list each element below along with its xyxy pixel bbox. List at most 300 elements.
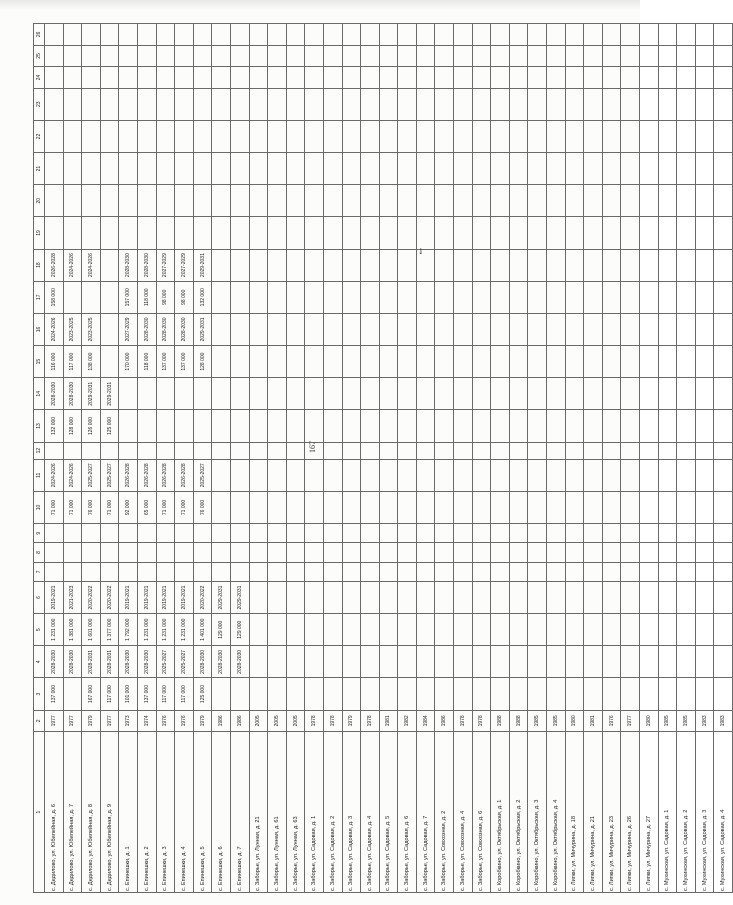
table-cell xyxy=(640,281,659,313)
table-cell xyxy=(584,67,603,88)
table-cell xyxy=(249,459,268,491)
table-cell xyxy=(156,524,175,543)
table-cell xyxy=(565,678,584,710)
table-cell: 1984 xyxy=(416,710,435,731)
table-cell xyxy=(416,88,435,120)
table-cell xyxy=(379,313,398,345)
table-row xyxy=(230,24,249,893)
table-cell xyxy=(416,614,435,646)
table-cell: 2028-2030 xyxy=(193,646,212,678)
address-cell: с. Липки, ул. Мичурина, д. 27 xyxy=(640,732,659,893)
table-cell: 1985 xyxy=(658,710,677,731)
table-cell xyxy=(491,217,510,249)
table-cell xyxy=(230,281,249,313)
address-cell: с. Епинешки, д. 3 xyxy=(156,732,175,893)
table-cell xyxy=(119,562,138,581)
table-cell xyxy=(509,88,528,120)
table-cell xyxy=(509,459,528,491)
table-cell xyxy=(212,346,231,378)
address-cell: с. Заборье, ул. Совхозная, д. 6 xyxy=(472,732,491,893)
table-cell xyxy=(286,281,305,313)
table-cell: 2024-2026 xyxy=(63,459,82,491)
table-cell xyxy=(212,313,231,345)
address-cell: с. Мухинская, ул. Садовая, д. 4 xyxy=(714,732,733,893)
table-cell xyxy=(230,378,249,410)
table-cell xyxy=(416,281,435,313)
column-number-header: 2 xyxy=(34,710,45,731)
table-row xyxy=(212,24,231,893)
table-cell xyxy=(547,614,566,646)
table-cell xyxy=(379,491,398,523)
table-cell xyxy=(361,249,380,281)
table-row xyxy=(454,24,473,893)
table-cell xyxy=(286,442,305,459)
table-cell xyxy=(621,24,640,46)
table-cell xyxy=(472,614,491,646)
table-row xyxy=(528,24,547,893)
table-cell xyxy=(416,346,435,378)
table-cell xyxy=(640,524,659,543)
table-cell xyxy=(286,313,305,345)
table-cell xyxy=(602,24,621,46)
table-cell xyxy=(137,24,156,46)
table-cell xyxy=(137,185,156,217)
table-cell: 2028-2030 xyxy=(230,646,249,678)
table-cell: 2028-2030 xyxy=(119,646,138,678)
table-cell xyxy=(416,185,435,217)
table-cell xyxy=(584,185,603,217)
table-cell xyxy=(230,459,249,491)
table-cell xyxy=(435,153,454,185)
table-cell xyxy=(268,120,287,152)
table-cell xyxy=(323,491,342,523)
table-cell xyxy=(602,562,621,581)
table-cell xyxy=(435,678,454,710)
table-cell xyxy=(193,410,212,442)
table-cell xyxy=(621,562,640,581)
table-cell: 2027-2029 xyxy=(175,249,194,281)
table-cell xyxy=(416,581,435,613)
table-cell xyxy=(175,24,194,46)
table-cell xyxy=(677,249,696,281)
table-cell xyxy=(435,524,454,543)
column-number-header: 23 xyxy=(34,88,45,120)
table-cell xyxy=(342,491,361,523)
table-cell xyxy=(286,88,305,120)
table-cell xyxy=(45,67,64,88)
table-cell xyxy=(193,67,212,88)
table-cell xyxy=(714,491,733,523)
table-cell: 2025-2027 xyxy=(156,646,175,678)
table-cell xyxy=(695,646,714,678)
table-cell xyxy=(268,24,287,46)
table-cell xyxy=(472,346,491,378)
table-cell xyxy=(472,646,491,678)
table-cell xyxy=(398,217,417,249)
table-cell xyxy=(230,67,249,88)
table-cell xyxy=(621,524,640,543)
table-cell xyxy=(695,185,714,217)
table-cell xyxy=(509,217,528,249)
table-cell xyxy=(249,185,268,217)
table-cell xyxy=(528,562,547,581)
table-cell xyxy=(249,646,268,678)
table-cell: 137 000 xyxy=(45,678,64,710)
table-cell: 1981 xyxy=(584,710,603,731)
table-cell xyxy=(137,562,156,581)
table-cell xyxy=(82,24,101,46)
table-cell xyxy=(305,24,324,46)
table-cell xyxy=(156,120,175,152)
table-cell xyxy=(156,88,175,120)
table-cell xyxy=(640,88,659,120)
table-cell xyxy=(361,581,380,613)
table-cell xyxy=(379,346,398,378)
table-cell xyxy=(119,45,138,66)
table-cell: 1988 xyxy=(491,710,510,731)
table-cell xyxy=(677,562,696,581)
column-number-header: 12 xyxy=(34,442,45,459)
table-cell: 2028-2030 xyxy=(137,646,156,678)
table-cell xyxy=(528,153,547,185)
table-cell xyxy=(82,217,101,249)
table-cell xyxy=(230,543,249,562)
table-cell xyxy=(584,378,603,410)
table-cell xyxy=(268,614,287,646)
table-cell xyxy=(584,249,603,281)
table-cell xyxy=(286,543,305,562)
table-cell xyxy=(379,45,398,66)
table-cell: 71 000 xyxy=(63,491,82,523)
table-cell xyxy=(547,524,566,543)
table-cell: 98 000 xyxy=(156,281,175,313)
table-cell xyxy=(361,120,380,152)
table-cell xyxy=(286,346,305,378)
column-number-header: 25 xyxy=(34,45,45,66)
table-cell xyxy=(491,281,510,313)
table-cell: 2019-2021 xyxy=(175,581,194,613)
column-number-header: 20 xyxy=(34,185,45,217)
table-cell xyxy=(695,88,714,120)
table-cell xyxy=(472,120,491,152)
table-cell xyxy=(677,410,696,442)
table-cell xyxy=(491,120,510,152)
table-cell xyxy=(342,217,361,249)
table-cell xyxy=(472,459,491,491)
table-cell xyxy=(361,646,380,678)
table-row xyxy=(342,24,361,893)
table-cell xyxy=(695,581,714,613)
table-cell xyxy=(230,185,249,217)
table-cell xyxy=(695,249,714,281)
table-cell xyxy=(472,249,491,281)
table-cell xyxy=(602,120,621,152)
table-cell xyxy=(230,45,249,66)
table-cell xyxy=(175,153,194,185)
table-cell xyxy=(100,346,119,378)
table-cell: 1979 xyxy=(82,710,101,731)
table-cell xyxy=(100,88,119,120)
table-row xyxy=(82,24,101,893)
table-cell xyxy=(379,646,398,678)
table-cell xyxy=(175,185,194,217)
table-cell: 1976 xyxy=(602,710,621,731)
table-cell xyxy=(416,120,435,152)
table-cell xyxy=(193,442,212,459)
table-cell xyxy=(584,88,603,120)
table-cell xyxy=(230,88,249,120)
table-cell xyxy=(621,442,640,459)
table-cell xyxy=(714,313,733,345)
table-cell xyxy=(119,543,138,562)
table-cell xyxy=(398,562,417,581)
pen-mark: ✓ xyxy=(415,245,428,259)
table-cell xyxy=(286,249,305,281)
table-cell xyxy=(416,217,435,249)
table-cell: 2020-2022 xyxy=(193,581,212,613)
column-number-header: 3 xyxy=(34,678,45,710)
table-cell: 71 000 xyxy=(45,491,64,523)
table-cell xyxy=(416,562,435,581)
table-cell xyxy=(305,249,324,281)
table-cell xyxy=(602,459,621,491)
table-cell xyxy=(677,646,696,678)
table-cell xyxy=(156,562,175,581)
table-cell xyxy=(286,120,305,152)
table-cell xyxy=(658,562,677,581)
table-cell: 167 000 xyxy=(82,678,101,710)
table-cell xyxy=(63,281,82,313)
column-number-header: 24 xyxy=(34,67,45,88)
table-cell xyxy=(305,442,324,459)
table-cell xyxy=(491,442,510,459)
table-cell xyxy=(45,543,64,562)
table-cell: 1978 xyxy=(361,710,380,731)
table-cell xyxy=(323,45,342,66)
table-cell xyxy=(63,88,82,120)
table-cell xyxy=(398,646,417,678)
table-cell xyxy=(230,249,249,281)
table-cell xyxy=(82,281,101,313)
table-cell: 1 377 000 xyxy=(100,614,119,646)
table-cell xyxy=(584,313,603,345)
table-cell xyxy=(398,45,417,66)
repair-schedule-table xyxy=(33,23,733,893)
table-cell xyxy=(714,614,733,646)
address-cell: с. Заборье, ул. Лунная, д. 63 xyxy=(286,732,305,893)
table-cell xyxy=(416,678,435,710)
table-cell xyxy=(100,442,119,459)
table-cell xyxy=(640,378,659,410)
table-cell: 2020-2022 xyxy=(100,581,119,613)
table-cell xyxy=(528,45,547,66)
table-cell xyxy=(547,67,566,88)
table-cell xyxy=(454,646,473,678)
address-cell: с. Епинешки, д. 1 xyxy=(119,732,138,893)
table-cell xyxy=(454,185,473,217)
table-cell xyxy=(100,67,119,88)
table-cell xyxy=(361,410,380,442)
table-cell xyxy=(156,185,175,217)
table-cell xyxy=(695,459,714,491)
table-cell xyxy=(416,153,435,185)
table-cell xyxy=(193,378,212,410)
table-cell: 2028-2030 xyxy=(63,378,82,410)
table-cell xyxy=(565,281,584,313)
table-cell xyxy=(286,24,305,46)
table-cell: 2026-2028 xyxy=(45,249,64,281)
table-cell xyxy=(398,581,417,613)
table-cell xyxy=(472,410,491,442)
table-cell xyxy=(547,153,566,185)
table-cell xyxy=(658,24,677,46)
table-cell: 138 000 xyxy=(82,346,101,378)
table-cell xyxy=(547,459,566,491)
table-cell xyxy=(379,88,398,120)
table-cell xyxy=(137,410,156,442)
table-cell xyxy=(547,543,566,562)
table-cell xyxy=(175,524,194,543)
table-cell xyxy=(379,24,398,46)
table-cell xyxy=(398,120,417,152)
table-cell: 157 000 xyxy=(119,281,138,313)
table-cell xyxy=(491,378,510,410)
table-cell xyxy=(286,459,305,491)
table-cell xyxy=(602,88,621,120)
table-cell xyxy=(361,24,380,46)
column-number-header: 22 xyxy=(34,120,45,152)
table-cell xyxy=(63,543,82,562)
table-cell xyxy=(323,249,342,281)
table-cell xyxy=(621,543,640,562)
table-cell xyxy=(230,120,249,152)
table-cell xyxy=(342,153,361,185)
address-cell: с. Епинешки, д. 6 xyxy=(212,732,231,893)
table-cell xyxy=(602,185,621,217)
table-cell xyxy=(82,153,101,185)
table-cell xyxy=(695,614,714,646)
address-cell: с. Дедилово, ул. Юбилейная, д. 7 xyxy=(63,732,82,893)
table-cell xyxy=(45,442,64,459)
table-cell xyxy=(714,67,733,88)
table-cell xyxy=(547,581,566,613)
table-cell xyxy=(547,378,566,410)
table-cell: 1977 xyxy=(100,710,119,731)
table-cell xyxy=(640,346,659,378)
table-cell xyxy=(100,120,119,152)
table-cell xyxy=(547,678,566,710)
table-cell xyxy=(212,491,231,523)
table-cell xyxy=(491,459,510,491)
table-cell: 132 000 xyxy=(193,281,212,313)
table-cell xyxy=(714,217,733,249)
table-cell: 129 000 xyxy=(212,614,231,646)
table-cell xyxy=(342,24,361,46)
table-cell xyxy=(472,581,491,613)
table-cell xyxy=(305,459,324,491)
table-cell xyxy=(640,67,659,88)
address-cell: с. Дедилово, ул. Юбилейная, д. 8 xyxy=(82,732,101,893)
table-cell xyxy=(323,153,342,185)
table-cell xyxy=(547,185,566,217)
table-cell: 1979 xyxy=(193,710,212,731)
table-cell: 2024-2026 xyxy=(45,313,64,345)
table-cell xyxy=(416,313,435,345)
table-cell xyxy=(677,346,696,378)
table-cell xyxy=(472,185,491,217)
table-cell: 2024-2026 xyxy=(45,459,64,491)
table-cell xyxy=(100,153,119,185)
table-row xyxy=(175,24,194,893)
table-cell: 2026-2028 xyxy=(156,459,175,491)
table-cell xyxy=(175,67,194,88)
table-cell xyxy=(398,153,417,185)
table-cell xyxy=(63,120,82,152)
column-number-header: 15 xyxy=(34,346,45,378)
table-row xyxy=(63,24,82,893)
table-cell xyxy=(491,249,510,281)
table-cell xyxy=(45,24,64,46)
table-cell xyxy=(342,249,361,281)
table-cell xyxy=(491,410,510,442)
table-row xyxy=(361,24,380,893)
table-cell xyxy=(547,442,566,459)
table-cell: 1 601 000 xyxy=(82,614,101,646)
table-cell: 2025-2027 xyxy=(193,459,212,491)
table-cell xyxy=(212,45,231,66)
table-cell: 2028-2030 xyxy=(45,378,64,410)
table-cell xyxy=(528,646,547,678)
table-cell: 1 231 000 xyxy=(175,614,194,646)
table-cell xyxy=(509,313,528,345)
table-cell xyxy=(472,45,491,66)
table-cell xyxy=(212,562,231,581)
table-cell xyxy=(714,459,733,491)
table-cell xyxy=(714,378,733,410)
table-cell xyxy=(528,410,547,442)
table-cell xyxy=(547,45,566,66)
table-cell xyxy=(212,120,231,152)
table-cell xyxy=(640,614,659,646)
table-cell xyxy=(472,491,491,523)
table-cell xyxy=(249,410,268,442)
table-row xyxy=(268,24,287,893)
table-cell xyxy=(714,410,733,442)
table-cell xyxy=(565,491,584,523)
table-cell xyxy=(212,249,231,281)
table-cell xyxy=(528,614,547,646)
table-cell: 117 000 xyxy=(63,346,82,378)
table-cell xyxy=(268,524,287,543)
table-cell xyxy=(305,185,324,217)
address-cell: с. Заборье, ул. Садовая, д. 4 xyxy=(361,732,380,893)
table-cell xyxy=(416,24,435,46)
table-cell xyxy=(658,646,677,678)
table-cell xyxy=(472,153,491,185)
table-cell xyxy=(584,346,603,378)
table-cell xyxy=(435,217,454,249)
table-cell xyxy=(361,313,380,345)
table-cell xyxy=(361,378,380,410)
table-cell xyxy=(621,410,640,442)
table-cell: 1974 xyxy=(137,710,156,731)
table-cell xyxy=(584,646,603,678)
table-cell: 71 000 xyxy=(156,491,175,523)
table-cell: 1978 xyxy=(472,710,491,731)
table-cell xyxy=(379,459,398,491)
table-cell xyxy=(658,45,677,66)
table-cell xyxy=(695,281,714,313)
